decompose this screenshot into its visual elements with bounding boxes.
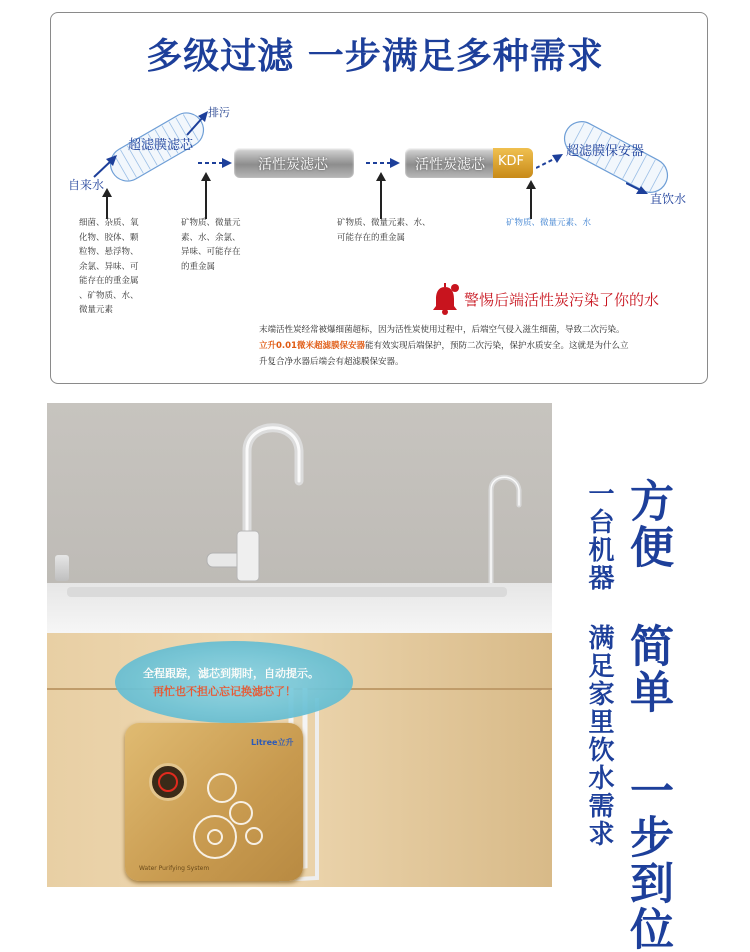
note-line: 、矿物质、水、: [79, 290, 139, 301]
flow-arrow-in: [92, 150, 122, 180]
panel-headline: 多级过滤 一步满足多种需求: [146, 36, 604, 77]
up-arrow-4: [526, 180, 536, 219]
kdf-section: [493, 148, 533, 178]
stage1-notes: [79, 216, 163, 318]
main-faucet: [187, 411, 337, 581]
carbon-filter-1: [234, 148, 354, 178]
display-indicator[interactable]: [149, 763, 187, 801]
soap-dispenser: [55, 555, 69, 581]
decor-ring: [207, 773, 237, 803]
stage3-notes: [337, 216, 457, 245]
note-line: 细菌、杂质、氧: [79, 218, 139, 228]
flow-arrow-out: [626, 180, 650, 196]
kdf-tag: KDF: [498, 154, 525, 169]
bubble-line-2: 再忙也不担心忘记换滤芯了！: [153, 685, 296, 698]
stage4-label: 超滤膜保安器: [566, 144, 645, 159]
note-line: 矿物质、微量元: [181, 218, 241, 228]
decor-ring: [229, 801, 253, 825]
note-line: 余氯、异味、可: [79, 261, 139, 272]
unit-brand: Litree立升: [251, 738, 294, 747]
carbon-kdf-filter: [405, 148, 533, 178]
explanation-line-1: 末端活性炭经常被爆细菌超标，因为活性炭使用过程中，后端空气侵入滋生细菌，导致二次污染。: [259, 325, 625, 335]
note-line: 异味、可能存在: [181, 247, 241, 257]
warning-text: 警惕后端活性炭污染了你的水: [464, 291, 660, 309]
kitchen-scene: [47, 403, 552, 887]
stage2-label: 活性炭滤芯: [258, 157, 328, 173]
drain-label: 排污: [208, 106, 230, 119]
note-line: 微量元素: [79, 305, 114, 315]
output-water-label: 直饮水: [650, 192, 687, 206]
sink-rim: [67, 587, 507, 597]
note-line: 化物、胶体、颗: [79, 232, 139, 243]
up-arrow-3: [376, 172, 386, 219]
note-line: 能存在的重金属: [79, 276, 139, 286]
up-arrow-2: [201, 172, 211, 219]
bubble-line-1: 全程跟踪，滤芯到期时，自动提示。: [143, 667, 319, 680]
explanation-rest: 能有效实现后端保护，预防二次污染，保护水质安全。这就是为什么立: [364, 341, 629, 351]
flow-arrow-1: [198, 156, 232, 170]
explanation-line-3: 升复合净水器后端会有超滤膜保安器。: [259, 357, 404, 367]
indicator-ring-icon: [158, 772, 178, 792]
reminder-bubble: [115, 641, 353, 723]
note-line: 矿物质、微量元素、水、: [337, 218, 431, 228]
decor-ring: [207, 829, 223, 845]
note-line: 素、水、余氯、: [181, 232, 241, 243]
stage3-label: 活性炭滤芯: [415, 157, 485, 173]
unit-caption: Water Purifying System: [139, 865, 210, 872]
drinking-faucet: [471, 465, 531, 585]
flow-arrow-2: [366, 156, 400, 170]
slogan-sub: 一台机器 满足家里饮水需求: [584, 480, 614, 848]
slogan-main: 方便 简单 一步到位: [622, 478, 673, 952]
decor-ring: [245, 827, 263, 845]
note-line: 粒物、悬浮物、: [79, 247, 139, 257]
purifier-unit: [125, 723, 303, 881]
explanation-line-2: [259, 338, 629, 354]
warning-bell-icon: [430, 282, 460, 316]
explanation-highlight: 立升0.01微米超滤膜保安器: [259, 341, 365, 351]
source-water-label: 自来水: [68, 178, 105, 192]
note-line: 可能存在的重金属: [337, 232, 406, 243]
up-arrow-1: [102, 188, 112, 219]
note-line: 矿物质、微量元素、水: [506, 218, 592, 228]
stage2-notes: [181, 216, 265, 274]
stage1-label: 超滤膜滤芯: [128, 138, 194, 153]
stage4-notes: [506, 216, 626, 230]
note-line: 的重金属: [181, 261, 216, 272]
